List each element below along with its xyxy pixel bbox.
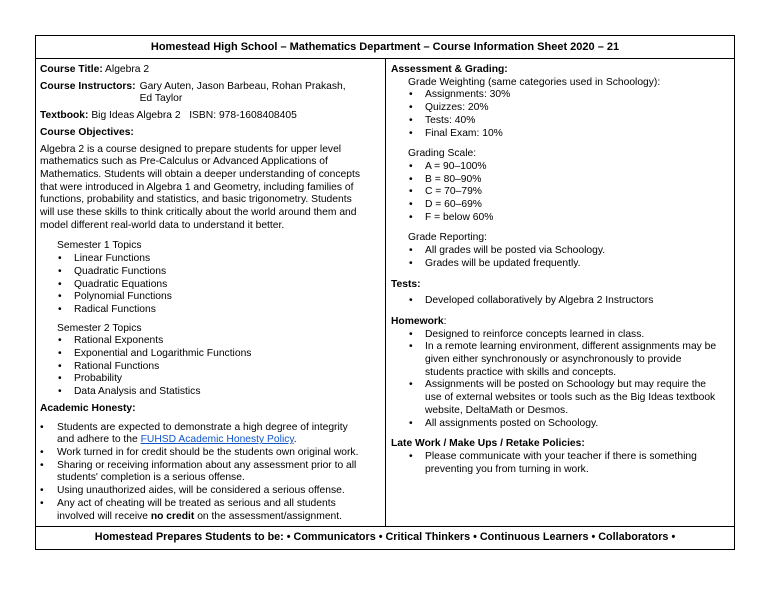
honesty-heading: Academic Honesty: (40, 402, 136, 414)
course-info-sheet (35, 35, 735, 550)
objectives-line: functions, probability and statistics, and basic trigonometry. Students (40, 194, 352, 206)
semester-2-heading: Semester 2 Topics (57, 322, 142, 334)
textbook-value: Big Ideas Algebra 2 ISBN: 978-1608408405 (91, 110, 297, 122)
semester-1-topics (40, 240, 380, 316)
list-item (57, 498, 380, 523)
objectives-line: that were introduced in Algebra 1 and Geometry, including families of (40, 181, 354, 193)
objectives-line: Algebra 2 is a course designed to prepare students for upper level (40, 143, 342, 155)
homework-text: website, DeltaMath or Desmos. (425, 404, 569, 416)
objectives-line: Mathematics. Students will obtain a deeper understanding of concepts (40, 168, 360, 180)
semester-1-heading: Semester 1 Topics (57, 240, 142, 252)
objectives-line: model different real-world data to understand it better. (40, 219, 285, 231)
late-work-text: • Please communicate with your teacher if there is something (425, 450, 697, 462)
list-item: • Radical Functions (74, 304, 380, 317)
homework-colon: : (443, 315, 447, 327)
honesty-text: students' completion is a serious offense. (57, 472, 245, 484)
list-item: • C = 70–79% (425, 186, 729, 199)
objectives-heading: Course Objectives: (40, 126, 134, 138)
list-item (57, 460, 380, 485)
instructors-line-2: Ed Taylor (139, 93, 183, 105)
textbook-row (40, 110, 380, 123)
reporting-list (391, 245, 729, 270)
list-item (425, 451, 729, 476)
right-column (386, 59, 734, 526)
list-item: • Exponential and Logarithmic Functions (74, 348, 380, 361)
page-title: Homestead High School – Mathematics Department – Course Information Sheet 2020 – 21 (36, 36, 734, 59)
list-item: • D = 60–69% (425, 199, 729, 212)
honesty-policy-link[interactable]: FUHSD Academic Honesty Policy (140, 434, 294, 446)
list-item: • Quadratic Functions (74, 266, 380, 279)
course-title-label: Course Title: (40, 64, 103, 75)
instructors-line-1: Gary Auten, Jason Barbeau, Rohan Prakash, (139, 80, 346, 92)
honesty-text: . (293, 434, 297, 446)
homework-text: students practice with skills and concepts. (425, 366, 617, 378)
list-item: • Work turned in for credit should be the students own original work. (57, 447, 380, 460)
honesty-text: • Any act of cheating will be treated as serious and all students (57, 497, 336, 509)
honesty-list (40, 422, 380, 524)
honesty-text: • Sharing or receiving information about any assessment prior to all (57, 459, 357, 471)
late-work-heading: Late Work / Make Ups / Retake Policies: (391, 438, 585, 450)
scale-heading: Grading Scale: (408, 148, 477, 160)
list-item: • Quadratic Equations (74, 279, 380, 292)
course-title-row (40, 64, 380, 77)
instructors-row (40, 81, 380, 106)
list-item (425, 379, 729, 417)
homework-heading: Homework (391, 315, 444, 327)
honesty-text: • Students are expected to demonstrate a high degree of integrity (57, 421, 348, 433)
textbook-label: Textbook: (40, 110, 89, 122)
list-item (57, 422, 380, 447)
scale-list (391, 161, 729, 225)
footer-motto: Homestead Prepares Students to be: • Communicators • Critical Thinkers • Continuous Learners • Collaborators • (36, 526, 734, 549)
list-item: • F = below 60% (425, 212, 729, 225)
honesty-text: involved will receive (57, 510, 151, 522)
list-item: • Rational Functions (74, 361, 380, 374)
list-item: • Developed collaboratively by Algebra 2 Instructors (425, 295, 729, 308)
course-title-value: Algebra 2 (105, 64, 150, 75)
homework-text: • Assignments will be posted on Schoology but may require the (425, 379, 707, 391)
instructors-label: Course Instructors: (40, 80, 136, 92)
semester-2-topics (40, 323, 380, 399)
homework-text: given either synchronously or asynchronously to provide (425, 354, 682, 366)
list-item: • Final Exam: 10% (425, 128, 729, 141)
left-column (36, 59, 386, 526)
weighting-list (391, 89, 729, 140)
list-item (425, 341, 729, 379)
list-item: • Data Analysis and Statistics (74, 386, 380, 399)
list-item: • B = 80–90% (425, 174, 729, 187)
reporting-heading: Grade Reporting: (408, 232, 487, 244)
objectives-line: mathematics such as Pre-Calculus or Advanced Applications of (40, 156, 328, 168)
honesty-text-bold: no credit (150, 510, 195, 522)
honesty-text (57, 511, 380, 524)
honesty-text (57, 434, 380, 447)
weighting-heading: Grade Weighting (same categories used in Schoology): (408, 76, 661, 88)
list-item: • All grades will be posted via Schoology. (425, 245, 729, 258)
list-item: • Tests: 40% (425, 115, 729, 128)
homework-heading-row (391, 316, 729, 329)
late-work-text: preventing you from turning in work. (425, 463, 589, 475)
list-item: • Rational Exponents (74, 335, 380, 348)
list-item: • Polynomial Functions (74, 291, 380, 304)
objectives-paragraph (40, 144, 380, 233)
list-item: • Using unauthorized aides, will be considered a serious offense. (57, 485, 380, 498)
tests-list (391, 295, 729, 308)
homework-list (391, 329, 729, 431)
list-item: • A = 90–100% (425, 161, 729, 174)
list-item: • Grades will be updated frequently. (425, 258, 729, 271)
list-item: • Linear Functions (74, 253, 380, 266)
list-item: • Probability (74, 373, 380, 386)
list-item: • Quizzes: 20% (425, 102, 729, 115)
list-item: • Assignments: 30% (425, 89, 729, 102)
homework-text: • In a remote learning environment, different assignments may be (425, 341, 717, 353)
tests-heading: Tests: (391, 278, 421, 290)
list-item: • Designed to reinforce concepts learned in class. (425, 329, 729, 342)
honesty-text: on the assessment/assignment. (194, 510, 343, 522)
late-work-list (391, 451, 729, 476)
homework-text: use of external websites or tools such as the Big Ideas textbook (425, 392, 716, 404)
list-item: • All assignments posted on Schoology. (425, 418, 729, 431)
assessment-heading: Assessment & Grading: (391, 64, 508, 75)
honesty-text: and adhere to the (57, 434, 141, 446)
objectives-line: will use these skills to think critically about the world around them and (40, 207, 357, 219)
